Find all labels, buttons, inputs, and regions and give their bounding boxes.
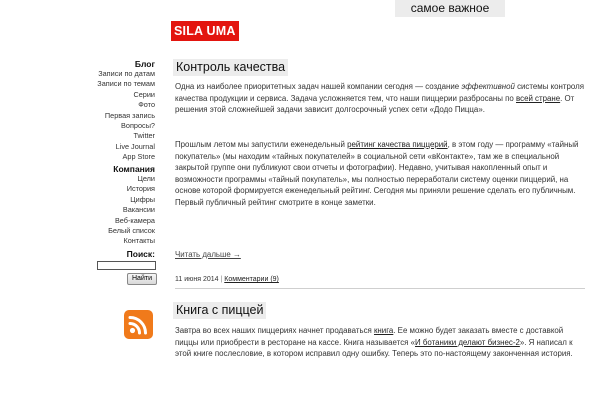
sidebar-item-by-topic[interactable]: Записи по темам (97, 79, 155, 89)
post-divider (175, 288, 585, 289)
read-more-link[interactable]: Читать дальше → (175, 250, 241, 259)
search-button[interactable]: Найти (127, 273, 157, 285)
sidebar-item-contacts[interactable]: Контакты (123, 236, 155, 246)
text-span: Прошлым летом мы запустили еженедельный (175, 140, 348, 149)
link-quality-rating[interactable]: рейтинг качества пиццерий (347, 140, 448, 149)
text-span: , в этом году — программу «тайный покупатель» (мы находим «тайных покупателей» в социальной сети «вКонтакте», там же в специальной закрытой группе они публикуют свои отчеты и фотографии). Недавно, учитывая накопленный опыт и возможности программы «тайный покупатель», мы полностью переработали систему оценки пиццерий, на основе которой формируется еженедельный рейтинг. Сегодня мы приняли решение сделать его публичным. Первый публичный рейтинг смотрите в конце заметки. (175, 140, 579, 207)
sidebar-item-photo[interactable]: Фото (138, 100, 155, 110)
emphasis-text: эффективной (461, 82, 515, 91)
sidebar-item-vacancies[interactable]: Вакансии (122, 205, 155, 215)
post-paragraph-1 (175, 81, 585, 116)
sidebar-item-numbers[interactable]: Цифры (130, 194, 155, 204)
sidebar-item-webcam[interactable]: Веб-камера (114, 215, 155, 225)
sidebar-item-first-post[interactable]: Первая запись (104, 110, 155, 120)
sidebar-item-by-date[interactable]: Записи по датам (98, 69, 155, 78)
text-span: . Ее можно будет заказать вместе с доставкой пиццы или приобрести в ресторане на кассе. Книга называется « (175, 326, 564, 347)
sidebar-item-twitter[interactable]: Twitter (133, 131, 155, 141)
comments-link[interactable]: Комментарии (9) (224, 276, 279, 283)
site-logo[interactable]: SILA UMA (171, 21, 239, 41)
sidebar-heading-blog: Блог (134, 59, 155, 69)
link-book-title[interactable]: И ботаники делают бизнес-2 (415, 337, 520, 347)
link-book[interactable]: книга (373, 326, 394, 335)
search-label: Поиск: (126, 249, 155, 259)
sidebar-item-app-store[interactable]: App Store (122, 152, 155, 162)
post-title-quality-control[interactable]: Контроль качества (173, 59, 288, 76)
search-input[interactable] (97, 261, 156, 270)
rss-glyph (124, 310, 153, 339)
sidebar-heading-company: Компания (113, 164, 155, 174)
text-span: Одна из наиболее приоритетных задач нашей компании сегодня — создание (175, 82, 462, 91)
sidebar-item-history[interactable]: История (126, 184, 155, 194)
text-span: . От решения этой сложнейшей задачи зависит долгосрочный успех сети «Додо Пицца». (175, 93, 575, 115)
text-span: ». Я написал к этой книге послесловие, в котором исправил одну ошибку. Теперь это по-настоящему законченная история. (175, 337, 573, 359)
sidebar-blog-list (97, 69, 155, 163)
post-date: 11 июня 2014 (175, 276, 219, 283)
meta-separator: | (220, 276, 223, 283)
post-paragraph-2 (175, 139, 585, 209)
post-meta (175, 276, 279, 283)
post-title-book-with-pizza[interactable]: Книга с пиццей (173, 302, 266, 319)
sidebar-item-goals[interactable]: Цели (137, 174, 155, 183)
text-span: Завтра во всех наших пиццериях начнет продаваться (175, 326, 374, 335)
sidebar-item-white-list[interactable]: Белый список (108, 226, 155, 236)
sidebar-item-live-journal[interactable]: Live Journal (115, 141, 155, 151)
text-span: системы контроля качества продукции и сервиса. Задача усложняется тем, что наши пиццерии разбросаны по (175, 82, 584, 103)
sidebar-item-questions[interactable]: Вопросы? (121, 121, 155, 131)
sidebar-item-series[interactable]: Серии (133, 89, 155, 99)
link-whole-country[interactable]: всей стране (516, 93, 561, 103)
sidebar-company-list (108, 174, 155, 247)
rss-icon[interactable] (124, 310, 153, 339)
nav-tab-most-important[interactable]: самое важное (395, 0, 505, 17)
post-paragraph-book (175, 325, 585, 360)
